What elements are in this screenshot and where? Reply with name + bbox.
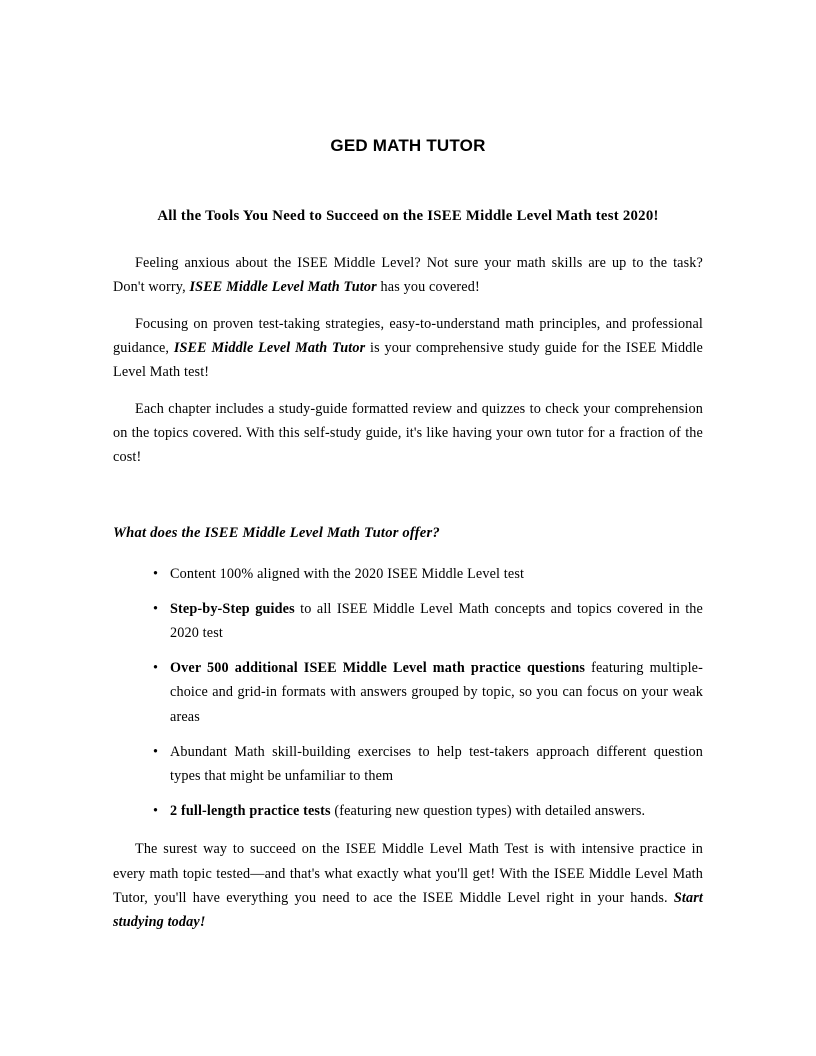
list-item [113,562,703,586]
document-subtitle: All the Tools You Need to Succeed on the ISEE Middle Level Math test 2020! [157,208,659,224]
paragraph-closing: The surest way to succeed on the ISEE Middle Level Math Test is with intensive practice in every math topic tested—and that's what exactly what you'll get! With the ISEE Middle Level Math Tutor, you'll have everything you need to ace the ISEE Middle Level right in your hands. Start studying today! [113,841,703,931]
page-title: GED MATH TUTOR [330,136,486,155]
section-heading-offer: What does the ISEE Middle Level Math Tutor offer? [113,524,440,541]
bullet-glyph-icon: • [153,565,159,582]
emphasis-text: Start studying today! [113,889,703,931]
list-item [113,656,703,729]
document-content [113,0,703,934]
list-item-label: Abundant Math skill-building exercises to help test-takers approach different question types that might be unfamiliar to them [170,743,703,785]
list-item [113,799,703,823]
list-item-label: featuring multiple-choice and grid-in formats with answers grouped by topic, so you can focus on your weak areas [170,660,703,725]
paragraph-chapters: Each chapter includes a study-guide formatted review and quizzes to check your comprehension on the topics covered. With this self-study guide, it's like having your own tutor for a fraction of the cost! [113,401,703,466]
list-item-label: to all ISEE Middle Level Math concepts and topics covered in the 2020 test [170,600,703,642]
list-item [113,597,703,645]
list-item [113,740,703,788]
list-item-lead: Step-by-Step guides [170,600,295,617]
paragraph-focus: Focusing on proven test-taking strategies, easy-to-understand math principles, and professional guidance, ISEE Middle Level Math Tutor is your comprehensive study guide for the ISEE Middle Level Math test! [113,315,703,381]
bullet-glyph-icon: • [153,803,159,820]
list-item-label: Content 100% aligned with the 2020 ISEE Middle Level test [170,565,525,582]
intro-paragraph-group [113,251,703,470]
list-item-lead: 2 full-length practice tests [170,803,331,820]
list-item-label: (featuring new question types) with detailed answers. [330,803,646,820]
list-item-lead: Over 500 additional ISEE Middle Level math practice questions [170,660,586,677]
emphasis-text: ISEE Middle Level Math Tutor [173,340,366,357]
bullet-glyph-icon: • [153,660,159,677]
bullet-glyph-icon: • [153,600,159,617]
bullet-glyph-icon: • [153,743,159,760]
paragraph-intro: Feeling anxious about the ISEE Middle Level? Not sure your math skills are up to the task? Don't worry, ISEE Middle Level Math Tutor has you covered! [113,255,703,296]
feature-list [113,544,703,824]
emphasis-text: ISEE Middle Level Math Tutor [189,279,377,296]
